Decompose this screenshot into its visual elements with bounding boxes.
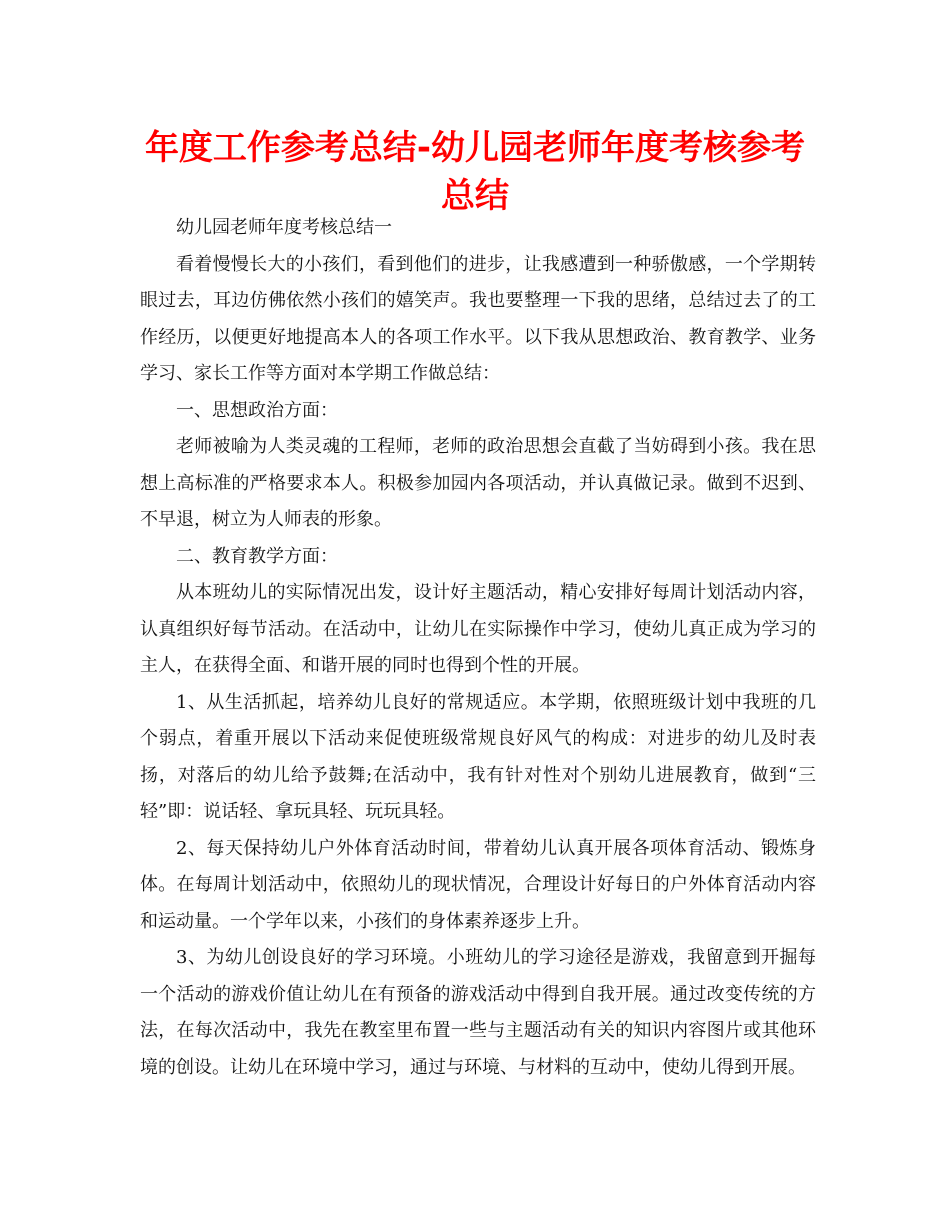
document-body [140,210,816,1086]
paragraph: 3、为幼儿创设良好的学习环境。小班幼儿的学习途径是游戏，我留意到开掘每一个活动的游戏价值让幼儿在有预备的游戏活动中得到自我开展。通过改变传统的方法，在每次活动中，我先在教室里布置一些与主题活动有关的知识内容图片或其他环境的创设。让幼儿在环境中学习，通过与环境、与材料的互动中，使幼儿得到开展。 [140,947,816,1078]
section-heading: 二、教育教学方面： [176,545,338,567]
document-title: 年度工作参考总结-幼儿园老师年度考核参考总结 [144,128,806,216]
paragraph: 1、从生活抓起，培养幼儿良好的常规适应。本学期，依照班级计划中我班的几个弱点，着重开展以下活动来促使班级常规良好风气的构成：对进步的幼儿及时表扬，对落后的幼儿给予鼓舞;在活动中，我有针对性对个别幼儿进展教育，做到“三轻”即：说话轻、拿玩具轻、玩玩具轻。 [140,691,816,822]
paragraph: 2、每天保持幼儿户外体育活动时间，带着幼儿认真开展各项体育活动、锻炼身体。在每周计划活动中，依照幼儿的现状情况，合理设计好每日的户外体育活动内容和运动量。一个学年以来，小孩们的身体素养逐步上升。 [140,837,816,932]
paragraph: 幼儿园老师年度考核总结一 [176,217,392,238]
paragraph: 老师被喻为人类灵魂的工程师，老师的政治思想会直截了当妨碍到小孩。我在思想上高标准的严格要求本人。积极参加园内各项活动，并认真做记录。做到不迟到、不早退，树立为人师表的形象。 [140,436,816,530]
paragraph: 看着慢慢长大的小孩们，看到他们的进步，让我感遭到一种骄傲感，一个学期转眼过去，耳边仿佛依然小孩们的嬉笑声。我也要整理一下我的思绪，总结过去了的工作经历，以便更好地提高本人的各项工作水平。以下我从思想政治、教育教学、业务学习、家长工作等方面对本学期工作做总结： [140,253,816,384]
paragraph: 从本班幼儿的实际情况出发，设计好主题活动，精心安排好每周计划活动内容，认真组织好每节活动。在活动中，让幼儿在实际操作中学习，使幼儿真正成为学习的主人，在获得全面、和谐开展的同时也得到个性的开展。 [140,582,816,676]
section-heading: 一、思想政治方面： [176,399,338,421]
